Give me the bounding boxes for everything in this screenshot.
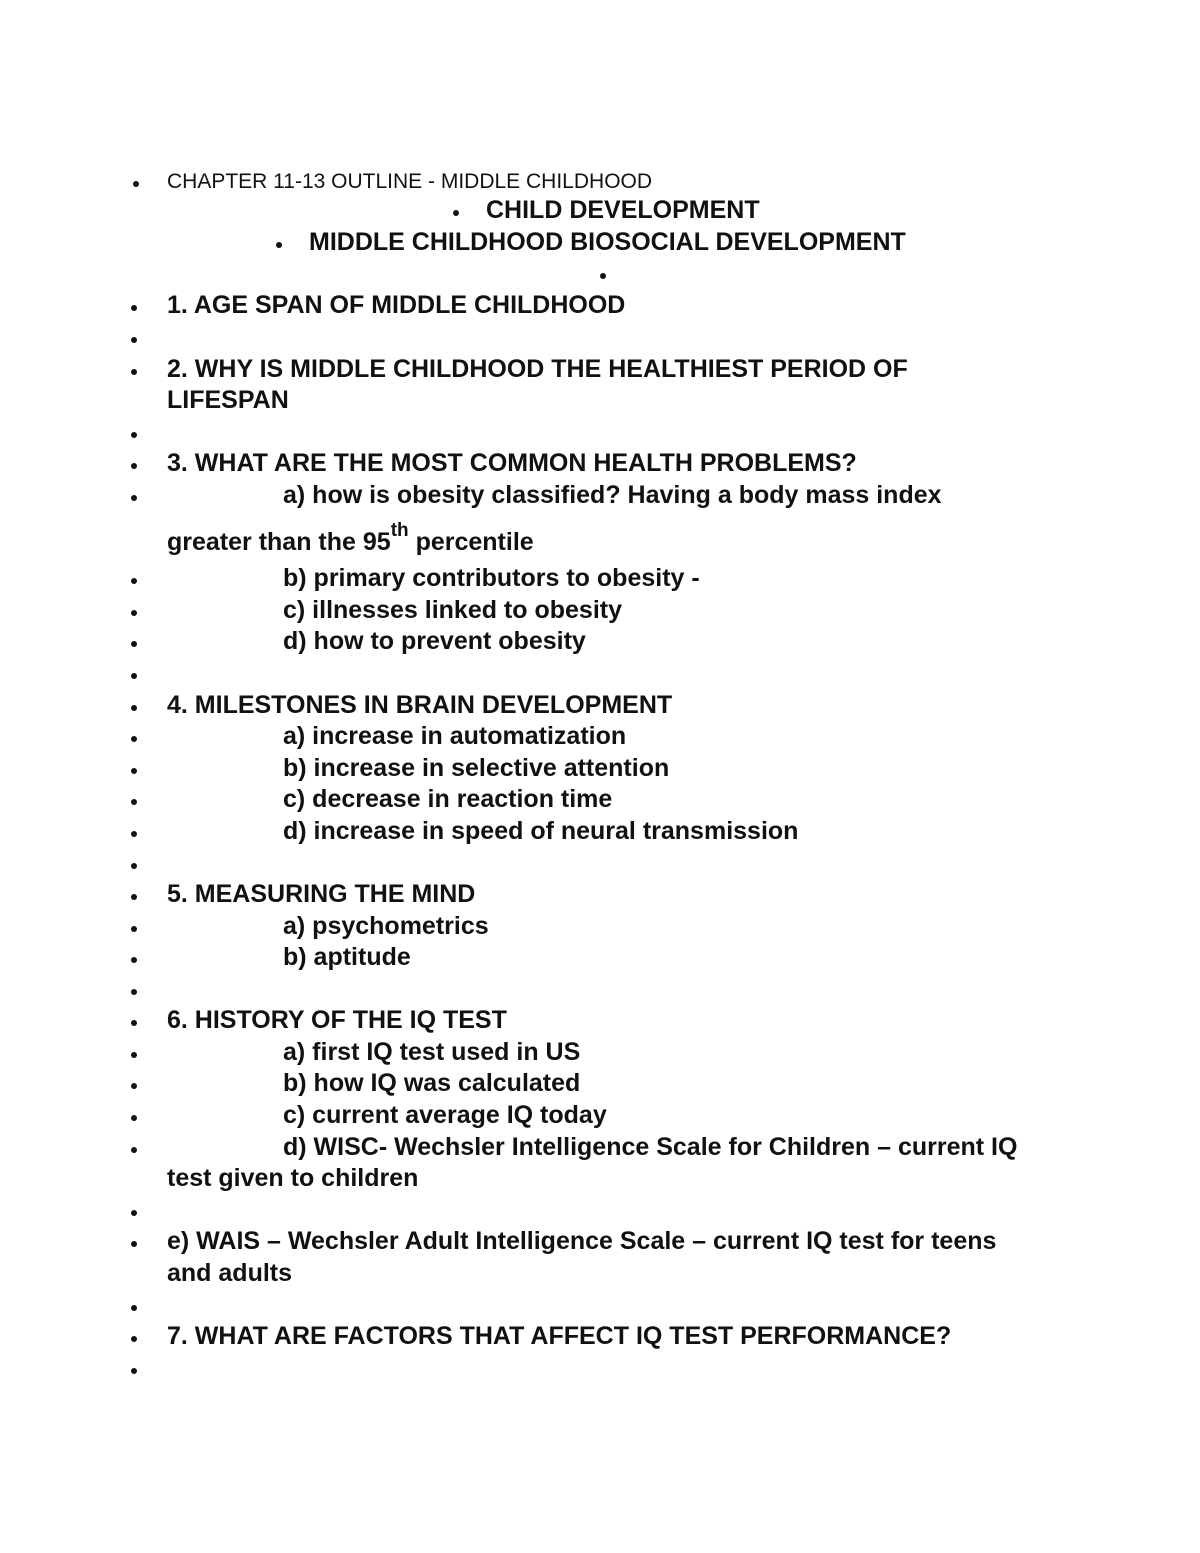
bullet-icon	[131, 784, 139, 815]
item-text: test given to children	[167, 1164, 419, 1192]
item-text: a) how is obesity classified? Having a body mass index	[283, 481, 942, 509]
percentile-text: greater than the 95	[167, 528, 391, 556]
superscript: th	[390, 520, 409, 541]
item-text: e) WAIS – Wechsler Adult Intelligence Scale – current IQ test for teens	[167, 1227, 997, 1255]
bullet-icon	[131, 1290, 139, 1321]
bullet-icon	[131, 974, 139, 1005]
bullet-icon	[131, 322, 139, 353]
item-text: a) first IQ test used in US	[283, 1038, 581, 1066]
bullet-icon	[131, 626, 139, 657]
bullet-icon	[453, 195, 461, 226]
item-text: b) increase in selective attention	[283, 754, 670, 782]
bullet-icon	[131, 354, 139, 385]
bullet-icon	[131, 1037, 139, 1068]
bullet-icon	[133, 166, 141, 197]
bullet-icon	[131, 1226, 139, 1257]
bullet-icon	[131, 595, 139, 626]
item-text: 2. WHY IS MIDDLE CHILDHOOD THE HEALTHIEST PERIOD OF	[167, 355, 908, 383]
bullet-icon	[131, 721, 139, 752]
bullet-icon	[131, 753, 139, 784]
bullet-icon	[131, 879, 139, 910]
bullet-icon	[131, 911, 139, 942]
item-text: 6. HISTORY OF THE IQ TEST	[167, 1006, 507, 1034]
bullet-icon	[131, 942, 139, 973]
bullet-icon	[131, 1321, 139, 1352]
bullet-icon	[131, 1353, 139, 1384]
item-text: c) illnesses linked to obesity	[283, 596, 623, 624]
item-text: b) primary contributors to obesity -	[283, 564, 700, 592]
bullet-icon	[131, 1132, 139, 1163]
bullet-icon	[131, 417, 139, 448]
item-text: c) decrease in reaction time	[283, 785, 613, 813]
item-text: d) how to prevent obesity	[283, 627, 586, 655]
bullet-icon	[131, 290, 139, 321]
item-text: 3. WHAT ARE THE MOST COMMON HEALTH PROBLEMS?	[167, 449, 857, 477]
bullet-icon	[131, 480, 139, 511]
course-title: CHILD DEVELOPMENT	[486, 196, 760, 224]
item-text	[167, 520, 534, 560]
bullet-icon	[131, 690, 139, 721]
item-text: a) increase in automatization	[283, 722, 627, 750]
item-text: a) psychometrics	[283, 912, 489, 940]
percentile-text-end: percentile	[408, 528, 534, 556]
item-text: 7. WHAT ARE FACTORS THAT AFFECT IQ TEST PERFORMANCE?	[167, 1322, 952, 1350]
bullet-icon	[131, 816, 139, 847]
item-text: d) WISC- Wechsler Intelligence Scale for Children – current IQ	[283, 1133, 1018, 1161]
item-text: b) how IQ was calculated	[283, 1069, 581, 1097]
item-text: b) aptitude	[283, 943, 411, 971]
section-title: MIDDLE CHILDHOOD BIOSOCIAL DEVELOPMENT	[309, 228, 906, 256]
bullet-icon	[276, 227, 284, 258]
item-text: c) current average IQ today	[283, 1101, 607, 1129]
outline-header: CHAPTER 11-13 OUTLINE - MIDDLE CHILDHOOD	[167, 170, 653, 193]
bullet-icon	[131, 448, 139, 479]
bullet-icon	[600, 258, 608, 289]
bullet-icon	[131, 563, 139, 594]
item-text: d) increase in speed of neural transmission	[283, 817, 799, 845]
item-text: 5. MEASURING THE MIND	[167, 880, 476, 908]
bullet-icon	[131, 658, 139, 689]
item-text: LIFESPAN	[167, 386, 289, 414]
bullet-icon	[131, 1068, 139, 1099]
bullet-icon	[131, 1195, 139, 1226]
item-text: 1. AGE SPAN OF MIDDLE CHILDHOOD	[167, 291, 626, 319]
item-text: 4. MILESTONES IN BRAIN DEVELOPMENT	[167, 691, 673, 719]
bullet-icon	[131, 1100, 139, 1131]
bullet-icon	[131, 1005, 139, 1036]
bullet-icon	[131, 848, 139, 879]
item-text: and adults	[167, 1259, 293, 1287]
